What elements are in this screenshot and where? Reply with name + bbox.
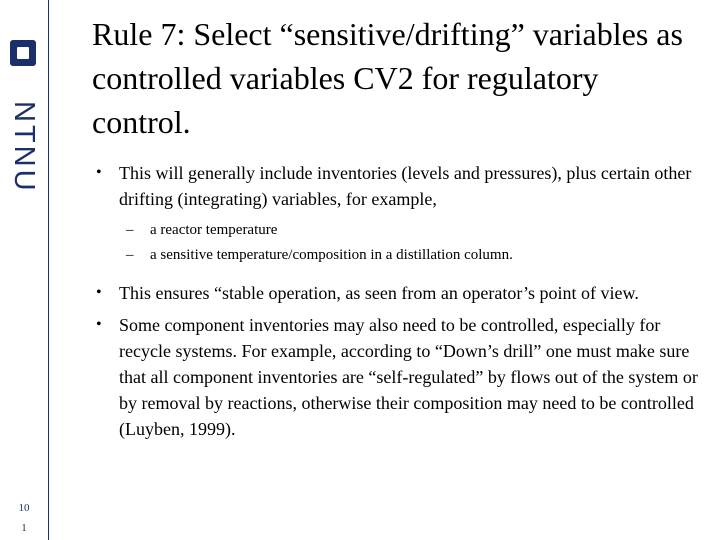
dash-icon: – bbox=[126, 247, 134, 263]
bullet-text: Some component inventories may also need to be controlled, especially for recycle systems. For example, according to “Down’s drill” one must make sure that all component inventories are “self-regulated” by flows out of the system or by removal by reactions, otherwise their composition may need to be controlled (Luyben, 1999). bbox=[119, 315, 698, 439]
slide-title: Rule 7: Select “sensitive/drifting” variables as controlled variables CV2 for regulatory control. bbox=[92, 16, 683, 140]
slide-content bbox=[92, 160, 702, 448]
bullet-item bbox=[92, 160, 702, 212]
bullet-dot-icon: • bbox=[96, 284, 102, 301]
sub-bullet-text: a reactor temperature bbox=[150, 222, 278, 238]
dash-icon: – bbox=[126, 222, 134, 238]
bullet-dot-icon: • bbox=[96, 316, 102, 333]
bullet-item bbox=[92, 280, 702, 306]
bullet-text: This will generally include inventories (levels and pressures), plus certain other drifting (integrating) variables, for example, bbox=[119, 163, 692, 209]
bullet-item bbox=[92, 312, 702, 442]
page-number-line-1: 10 bbox=[18, 502, 30, 514]
page-number-line-2: 1 bbox=[21, 522, 27, 534]
bullet-dot-icon: • bbox=[96, 164, 102, 181]
sidebar bbox=[0, 0, 48, 540]
logo-text: NTNU bbox=[8, 101, 40, 194]
sidebar-divider bbox=[48, 0, 49, 540]
sub-bullet-text: a sensitive temperature/composition in a distillation column. bbox=[150, 247, 513, 263]
bullet-text: This ensures “stable operation, as seen from an operator’s point of view. bbox=[119, 283, 639, 303]
sub-bullet-item bbox=[92, 245, 702, 266]
sub-bullet-item bbox=[92, 220, 702, 241]
logo-square-icon bbox=[10, 40, 36, 66]
page-number bbox=[10, 498, 38, 538]
sub-bullet-list bbox=[92, 220, 702, 266]
ntnu-logo bbox=[8, 40, 40, 194]
